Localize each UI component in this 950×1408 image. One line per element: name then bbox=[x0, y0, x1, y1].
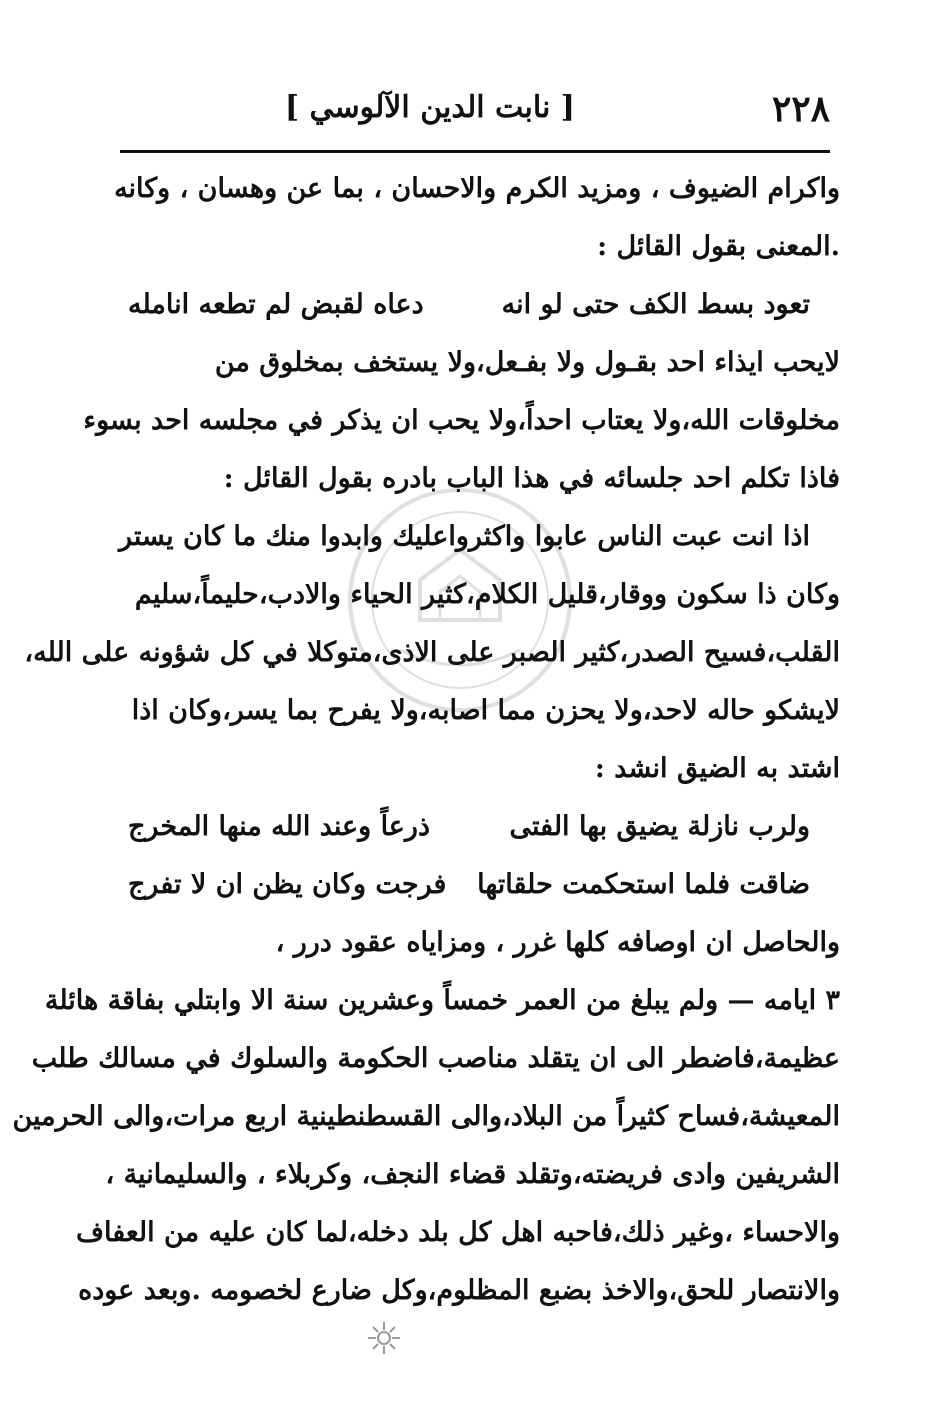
verse-first-hemistich: ضاقت فلما استحكمت حلقاتها bbox=[477, 869, 810, 900]
verse-line bbox=[108, 856, 840, 914]
page-body bbox=[12, 160, 840, 1320]
text-line: لايحب ايذاء احد بقـول ولا بفـعل،ولا يستخف بمخلوق من bbox=[214, 347, 840, 378]
page-ornament bbox=[364, 1318, 404, 1358]
verse-line bbox=[108, 508, 840, 566]
verse-second-hemistich: عليك وابدوا منك ما كان يستر bbox=[119, 521, 449, 552]
text-line: والحاصل ان اوصافه كلها غرر ، ومزاياه عقود درر ، bbox=[275, 927, 840, 958]
section-heading-line: ٣ ايامه — ولم يبلغ من العمر خمساً وعشرين سنة الا وابتلي بفاقة هائلة bbox=[44, 985, 840, 1016]
text-line: واكرام الضيوف ، ومزيد الكرم والاحسان ، بما عن وهسان ، وكانه bbox=[114, 173, 840, 204]
page-header bbox=[120, 88, 830, 148]
text-line: لايشكو حاله لاحد،ولا يحزن مما اصابه،ولا يفرح بما يسر،وكان اذا bbox=[131, 695, 840, 726]
text-line: المعيشة،فساح كثيراً من البلاد،والى القسطنطينية اربع مرات،والى الحرمين bbox=[12, 1101, 840, 1132]
running-title: [ نابت الدين الآلوسي ] bbox=[284, 90, 575, 125]
verse-second-hemistich: ذرعاً وعند الله منها المخرج bbox=[128, 811, 430, 842]
verse-line bbox=[108, 276, 840, 334]
text-line: .المعنى بقول القائل : bbox=[597, 231, 840, 262]
text-line: والانتصار للحق،والاخذ بضبع المظلوم،وكل ضارع لخصومه .وبعد عوده bbox=[78, 1275, 840, 1306]
verse-first-hemistich: تعود بسط الكف حتى لو انه bbox=[501, 289, 810, 320]
verse-second-hemistich: دعاه لقبض لم تطعه انامله bbox=[128, 289, 424, 320]
text-line: مخلوقات الله،ولا يعتاب احداً،ولا يحب ان يذكر في مجلسه احد بسوء bbox=[83, 405, 840, 436]
verse-line bbox=[108, 798, 840, 856]
text-line: عظيمة،فاضطر الى ان يتقلد مناصب الحكومة والسلوك في مسالك طلب bbox=[31, 1043, 840, 1074]
header-rule bbox=[120, 150, 830, 153]
text-line: القلب،فسيح الصدر،كثير الصبر على الاذى،متوكلا في كل شؤونه على الله، bbox=[24, 637, 840, 668]
text-line: اشتد به الضيق انشد : bbox=[594, 753, 840, 784]
text-line: الشريفين وادى فريضته،وتقلد قضاء النجف، وكربلاء ، والسليمانية ، bbox=[105, 1159, 840, 1190]
verse-second-hemistich: فرجت وكان يظن ان لا تفرج bbox=[128, 869, 447, 900]
text-line: فاذا تكلم احد جلسائه في هذا الباب بادره بقول القائل : bbox=[223, 463, 840, 494]
verse-first-hemistich: اذا انت عبت الناس عابوا واكثروا bbox=[448, 521, 810, 552]
text-line: والاحساء ،وغير ذلك،فاحبه اهل كل بلد دخله،لما كان عليه من العفاف bbox=[76, 1217, 840, 1248]
text-line: وكان ذا سكون ووقار،قليل الكلام،كثير الحياء والادب،حليماً،سليم bbox=[134, 579, 840, 610]
verse-first-hemistich: ولرب نازلة يضيق بها الفتى bbox=[509, 811, 810, 842]
page-number: ٢٢٨ bbox=[771, 88, 830, 130]
